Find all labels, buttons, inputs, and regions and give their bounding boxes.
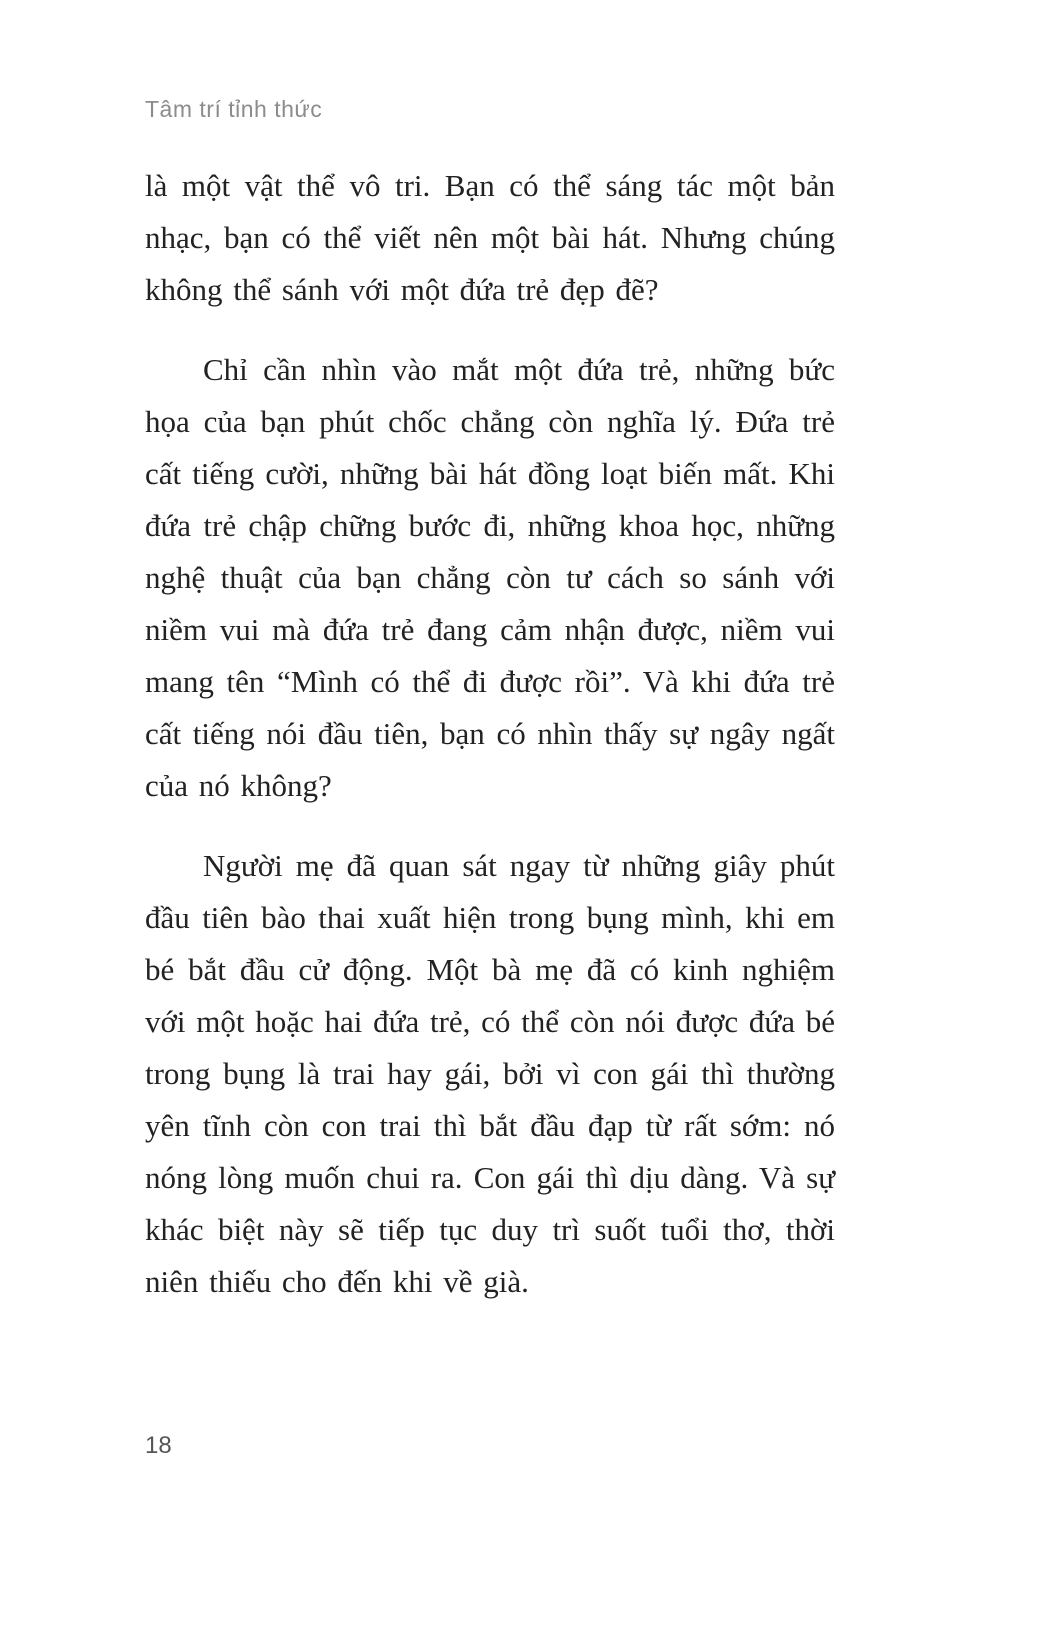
page-number: 18 (145, 1432, 172, 1459)
paragraph-continued: là một vật thể vô tri. Bạn có thể sáng tác một bản nhạc, bạn có thể viết nên một bài hát. Nhưng chúng không thể sánh với một đứa trẻ đẹp đẽ? (145, 168, 835, 307)
paragraph: Người mẹ đã quan sát ngay từ những giây phút đầu tiên bào thai xuất hiện trong bụng mình, khi em bé bắt đầu cử động. Một bà mẹ đã có kinh nghiệm với một hoặc hai đứa trẻ, có thể còn nói được đứa bé trong bụng là trai hay gái, bởi vì con gái thì thường yên tĩnh còn con trai thì bắt đầu đạp từ rất sớm: nó nóng lòng muốn chui ra. Con gái thì dịu dàng. Và sự khác biệt này sẽ tiếp tục duy trì suốt tuổi thơ, thời niên thiếu cho đến khi về già. (145, 848, 835, 1299)
paragraph: Chỉ cần nhìn vào mắt một đứa trẻ, những bức họa của bạn phút chốc chẳng còn nghĩa lý. Đứa trẻ cất tiếng cười, những bài hát đồng loạt biến mất. Khi đứa trẻ chập chững bước đi, những khoa học, những nghệ thuật của bạn chẳng còn tư cách so sánh với niềm vui mà đứa trẻ đang cảm nhận được, niềm vui mang tên “Mình có thể đi được rồi”. Và khi đứa trẻ cất tiếng nói đầu tiên, bạn có nhìn thấy sự ngây ngất của nó không? (145, 352, 835, 803)
page-body (145, 160, 835, 1336)
running-header: Tâm trí tỉnh thức (145, 96, 323, 122)
